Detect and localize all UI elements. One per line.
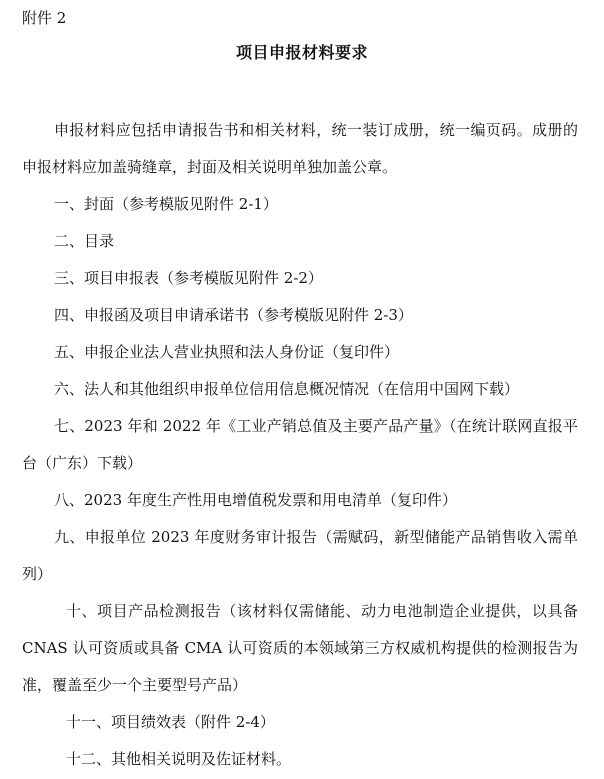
attachment-label: 附件 2	[22, 9, 67, 27]
item-9-audit-report: 九、申报单位 2023 年度财务审计报告（需赋码，新型储能产品销售收入需单列）	[22, 528, 578, 583]
item-7-industrial-output: 七、2023 年和 2022 年《工业产销总值及主要产品产量》（在统计联网直报平台（广东）下载）	[22, 417, 578, 472]
item-1-cover: 一、封面（参考模版见附件 2-1）	[54, 195, 278, 213]
item-6-credit-info: 六、法人和其他组织申报单位信用信息概况情况（在信用中国网下载）	[54, 380, 520, 398]
item-2-contents: 二、目录	[54, 232, 115, 250]
item-3-application-form: 三、项目申报表（参考模版见附件 2-2）	[54, 269, 323, 287]
item-8-electricity-invoice: 八、2023 年度生产性用电增值税发票和用电清单（复印件）	[54, 491, 457, 509]
item-10-test-report: 十、项目产品检测报告（该材料仅需储能、动力电池制造企业提供，以具备 CNAS 认可资质或具备 CMA 认可资质的本领域第三方权威机构提供的检测报告为准，覆盖至少一个主要型号产品）	[22, 602, 578, 694]
item-4-commitment-letter: 四、申报函及项目申请承诺书（参考模版见附件 2-3）	[54, 306, 413, 324]
item-5-business-license: 五、申报企业法人营业执照和法人身份证（复印件）	[54, 343, 400, 361]
intro-paragraph: 申报材料应包括申请报告书和相关材料，统一装订成册，统一编页码。成册的申报材料应加盖骑缝章，封面及相关说明单独加盖公章。	[22, 121, 578, 176]
item-12-other-materials: 十二、其他相关说明及佐证材料。	[66, 750, 292, 768]
item-11-performance-table: 十一、项目绩效表（附件 2-4）	[66, 713, 275, 731]
document-title: 项目申报材料要求	[235, 43, 368, 62]
